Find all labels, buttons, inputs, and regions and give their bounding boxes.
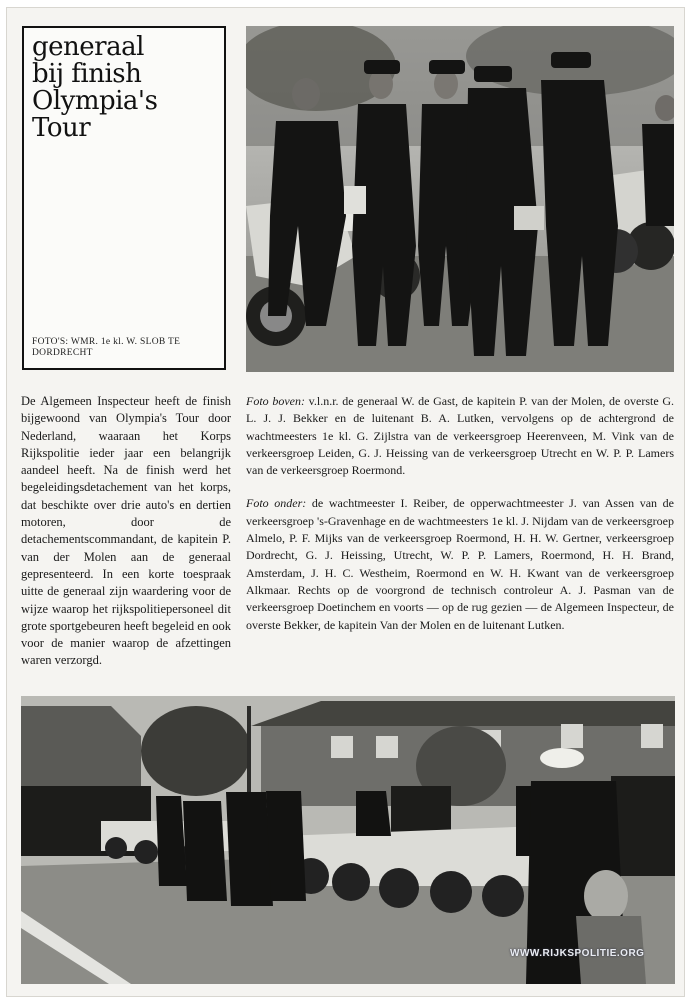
caption-top-lead: Foto boven: xyxy=(246,394,305,408)
caption-top-text: v.l.n.r. de generaal W. de Gast, de kapitein P. van der Molen, de overste G. L. J. J. Bekker en de luitenant B. A. Lutken, vervolgens op de achtergrond de wachtmeesters 1e kl. G. Zijlstra van de verkeersgroep Heerenveen, M. Vink van de verkeersgroep Leiden, G. J. Heissing van de verkeersgroep Utrecht en W. P. P. Lamers van de verkeersgroep Roermond. xyxy=(246,394,674,478)
photo-credit: FOTO'S: WMR. 1e kl. W. SLOB TE DORDRECHT xyxy=(32,337,181,358)
caption-bottom xyxy=(246,495,674,633)
article-title xyxy=(32,34,157,142)
article-body: De Algemeen Inspecteur heeft de finish bijgewoond van Olympia's Tour door Nederland, waaraan het Korps Rijkspolitie ieder jaar een belangrijk aandeel heeft. Na de finish werd het begeleidingsdetachement van het korps, dat beschikte over drie auto's en dertien motoren, door de detachementscommandant, de kapitein P. van der Molen aan de generaal gepresenteerd. In een korte toespraak uitte de generaal zijn waardering voor de wijze waarop het rijkspolitiepersoneel dit grote sportgebeuren heeft begeleid en ook voor de manier waarop de afzettingen waren verzorgd. xyxy=(21,394,231,668)
photo-top xyxy=(246,26,674,372)
title-line: Olympia's xyxy=(32,86,158,116)
captions-column xyxy=(246,393,674,650)
title-line: Tour xyxy=(32,113,91,143)
caption-top xyxy=(246,393,674,479)
watermark: WWW.RIJKSPOLITIE.ORG xyxy=(510,948,645,959)
title-line: generaal xyxy=(32,32,144,62)
photo-top-illustration xyxy=(246,26,674,372)
title-line: bij finish xyxy=(32,59,142,89)
caption-bottom-lead: Foto onder: xyxy=(246,496,307,511)
photo-bottom xyxy=(21,696,675,984)
title-box xyxy=(22,26,226,370)
caption-bottom-text: de wachtmeester I. Reiber, de opperwachtmeester J. van Assen van de verkeersgroep 's-Gravenhage en de wachtmeesters 1e kl. J. Nijdam van de verkeersgroep Almelo, P. F. Mijks van de verkeersgroep Roermond, H. H. W. Gertner, verkeersgroep Dordrecht, G. J. Heissing, Utrecht, W. P. P. Lamers, Roermond, H. H. Brand, Amsterdam, J. H. C. Westheim, Roermond en W. H. Kwant van de verkeersgroep Alkmaar. Rechts op de voorgrond de technisch controleur A. J. Pasman van de verkeersgroep Doetinchem en voorts — op de rug gezien — de Algemeen Inspecteur, de overste Bekker, de kapitein Van der Molen en de luitenant Lutken. xyxy=(246,496,674,632)
photo-bottom-illustration xyxy=(21,696,675,984)
